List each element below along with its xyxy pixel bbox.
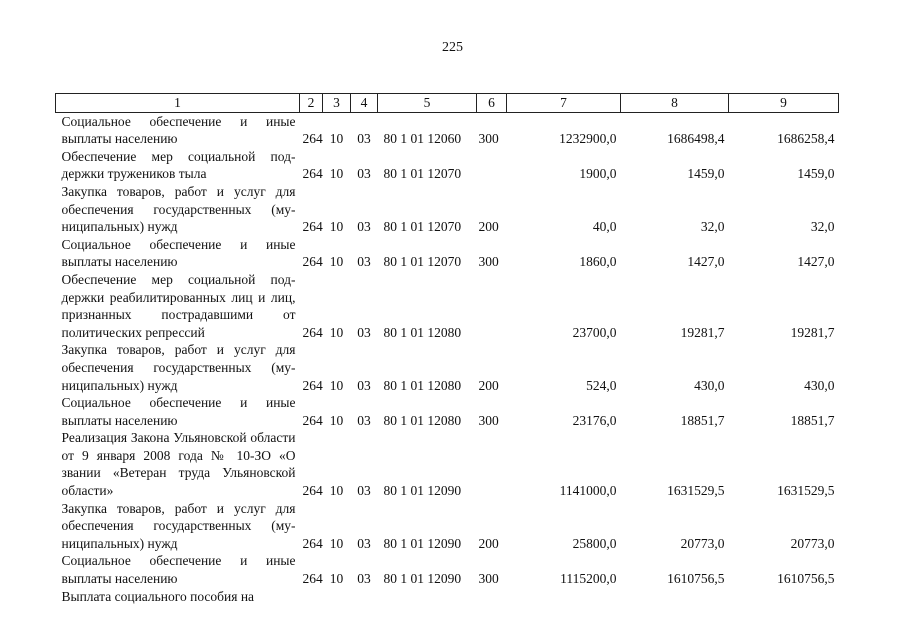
amount-col-8: 1631529,5 xyxy=(667,483,725,499)
code-ministry: 264 xyxy=(302,571,323,587)
amount-col-8: 32,0 xyxy=(700,219,725,235)
table-row xyxy=(56,500,839,553)
code-section: 10 xyxy=(329,166,344,182)
table-row xyxy=(56,236,839,271)
code-expense-type: 200 xyxy=(478,535,499,551)
code-section: 10 xyxy=(329,535,344,551)
amount-col-9: 430,0 xyxy=(804,377,835,393)
code-target-article: 80 1 01 12080 xyxy=(383,324,462,340)
code-expense-type: 200 xyxy=(478,377,499,393)
amount-col-8: 1427,0 xyxy=(687,254,725,270)
amount-col-7: 25800,0 xyxy=(572,535,617,551)
column-header: 4 xyxy=(351,94,378,113)
table-row xyxy=(56,588,839,606)
row-description: Социальное обеспечение и иные выплаты населению xyxy=(61,553,296,587)
row-description: Социальное обеспечение и иные выплаты населению xyxy=(61,236,296,270)
code-expense-type xyxy=(477,148,507,183)
code-target-article: 80 1 01 12070 xyxy=(383,166,462,182)
amount-col-7: 40,0 xyxy=(592,219,617,235)
code-section: 10 xyxy=(329,131,344,147)
code-subsection: 03 xyxy=(357,535,371,551)
code-subsection: 03 xyxy=(357,219,371,235)
amount-col-8: 20773,0 xyxy=(680,535,725,551)
column-header: 3 xyxy=(323,94,351,113)
code-subsection: 03 xyxy=(357,324,371,340)
amount-col-9: 1427,0 xyxy=(797,254,835,270)
amount-col-7: 1900,0 xyxy=(579,166,617,182)
row-description: Социальное обеспечение и иные выплаты населению xyxy=(61,113,296,147)
code-section: 10 xyxy=(329,412,344,428)
page-number: 225 xyxy=(442,40,463,55)
code-ministry: 264 xyxy=(302,324,323,340)
code-subsection: 03 xyxy=(357,254,371,270)
column-header: 7 xyxy=(507,94,621,113)
amount-col-9: 1631529,5 xyxy=(777,483,835,499)
table-body xyxy=(56,112,839,605)
table-row xyxy=(56,341,839,394)
amount-col-9 xyxy=(729,588,839,606)
amount-col-8: 19281,7 xyxy=(680,324,725,340)
amount-col-9: 1459,0 xyxy=(797,166,835,182)
code-expense-type: 300 xyxy=(478,571,499,587)
code-ministry: 264 xyxy=(302,377,323,393)
amount-col-9: 20773,0 xyxy=(790,535,835,551)
amount-col-7: 23700,0 xyxy=(572,324,617,340)
table-row xyxy=(56,552,839,587)
code-subsection: 03 xyxy=(357,412,371,428)
column-header: 5 xyxy=(378,94,477,113)
amount-col-9: 1610756,5 xyxy=(777,571,835,587)
code-expense-type: 300 xyxy=(478,254,499,270)
column-header: 1 xyxy=(56,94,300,113)
amount-col-8: 1686498,4 xyxy=(667,131,725,147)
table-row xyxy=(56,112,839,148)
row-description: Обеспечение мер социальной поддержки реабилитированных лиц и лиц, признанных пострадавшими от политических репрессий xyxy=(61,271,296,340)
amount-col-7 xyxy=(507,588,621,606)
code-target-article: 80 1 01 12090 xyxy=(383,483,462,499)
budget-table xyxy=(55,93,839,605)
code-expense-type xyxy=(477,429,507,499)
code-ministry: 264 xyxy=(302,219,323,235)
amount-col-9: 32,0 xyxy=(810,219,835,235)
amount-col-9: 1686258,4 xyxy=(777,131,835,147)
table-row xyxy=(56,394,839,429)
code-section: 10 xyxy=(329,324,344,340)
amount-col-7: 1141000,0 xyxy=(559,483,617,499)
amount-col-8: 18851,7 xyxy=(680,412,725,428)
code-ministry: 264 xyxy=(302,254,323,270)
code-ministry: 264 xyxy=(302,166,323,182)
code-section: 10 xyxy=(329,483,344,499)
code-section xyxy=(323,588,351,606)
amount-col-7: 524,0 xyxy=(586,377,617,393)
code-expense-type xyxy=(477,271,507,341)
column-header: 8 xyxy=(621,94,729,113)
code-section: 10 xyxy=(329,377,344,393)
amount-col-8: 1459,0 xyxy=(687,166,725,182)
row-description: Закупка товаров, работ и услуг для обеспечения государственных (муниципальных) нужд xyxy=(61,500,296,551)
amount-col-9: 18851,7 xyxy=(790,412,835,428)
row-description: Закупка товаров, работ и услуг для обеспечения государственных (муниципальных) нужд xyxy=(61,183,296,235)
code-target-article: 80 1 01 12080 xyxy=(383,377,462,393)
row-description: Закупка товаров, работ и услуг для обеспечения государственных (муниципальных) нужд xyxy=(61,342,296,393)
amount-col-8 xyxy=(621,588,729,606)
code-ministry: 264 xyxy=(302,131,323,147)
amount-col-7: 1232900,0 xyxy=(559,131,617,147)
code-target-article: 80 1 01 12090 xyxy=(383,535,462,551)
header-row xyxy=(56,94,839,113)
row-description: Обеспечение мер социальной поддержки тружеников тыла xyxy=(61,148,296,182)
code-subsection: 03 xyxy=(357,377,371,393)
table-row xyxy=(56,271,839,341)
code-section: 10 xyxy=(329,571,344,587)
row-description: Реализация Закона Ульяновской области от 9 января 2008 года № 10-ЗО «О звании «Ветеран труда Ульяновской области» xyxy=(61,430,296,499)
code-subsection: 03 xyxy=(357,166,371,182)
code-ministry: 264 xyxy=(302,412,323,428)
code-ministry xyxy=(300,588,323,606)
code-ministry: 264 xyxy=(302,535,323,551)
code-expense-type: 300 xyxy=(478,412,499,428)
code-expense-type xyxy=(477,588,507,606)
code-ministry: 264 xyxy=(302,483,323,499)
code-target-article xyxy=(378,588,477,606)
code-subsection: 03 xyxy=(357,483,371,499)
table-row xyxy=(56,429,839,499)
code-section: 10 xyxy=(329,254,344,270)
amount-col-7: 1860,0 xyxy=(579,254,617,270)
row-description: Выплата социального пособия на xyxy=(61,588,255,604)
code-target-article: 80 1 01 12090 xyxy=(383,571,462,587)
code-subsection: 03 xyxy=(357,131,371,147)
amount-col-8: 1610756,5 xyxy=(667,571,725,587)
code-expense-type: 300 xyxy=(478,131,499,147)
amount-col-7: 23176,0 xyxy=(572,412,617,428)
code-subsection: 03 xyxy=(357,571,371,587)
row-description: Социальное обеспечение и иные выплаты населению xyxy=(61,395,296,428)
code-target-article: 80 1 01 12060 xyxy=(383,131,462,147)
table-row xyxy=(56,148,839,183)
column-header: 9 xyxy=(729,94,839,113)
amount-col-7: 1115200,0 xyxy=(560,571,617,587)
code-target-article: 80 1 01 12070 xyxy=(383,219,462,235)
code-subsection xyxy=(351,588,378,606)
code-target-article: 80 1 01 12070 xyxy=(383,254,462,270)
amount-col-9: 19281,7 xyxy=(790,324,835,340)
column-header: 2 xyxy=(300,94,323,113)
amount-col-8: 430,0 xyxy=(694,377,725,393)
code-target-article: 80 1 01 12080 xyxy=(383,412,462,428)
code-section: 10 xyxy=(329,219,344,235)
column-header: 6 xyxy=(477,94,507,113)
code-expense-type: 200 xyxy=(478,219,499,235)
table-row xyxy=(56,183,839,236)
